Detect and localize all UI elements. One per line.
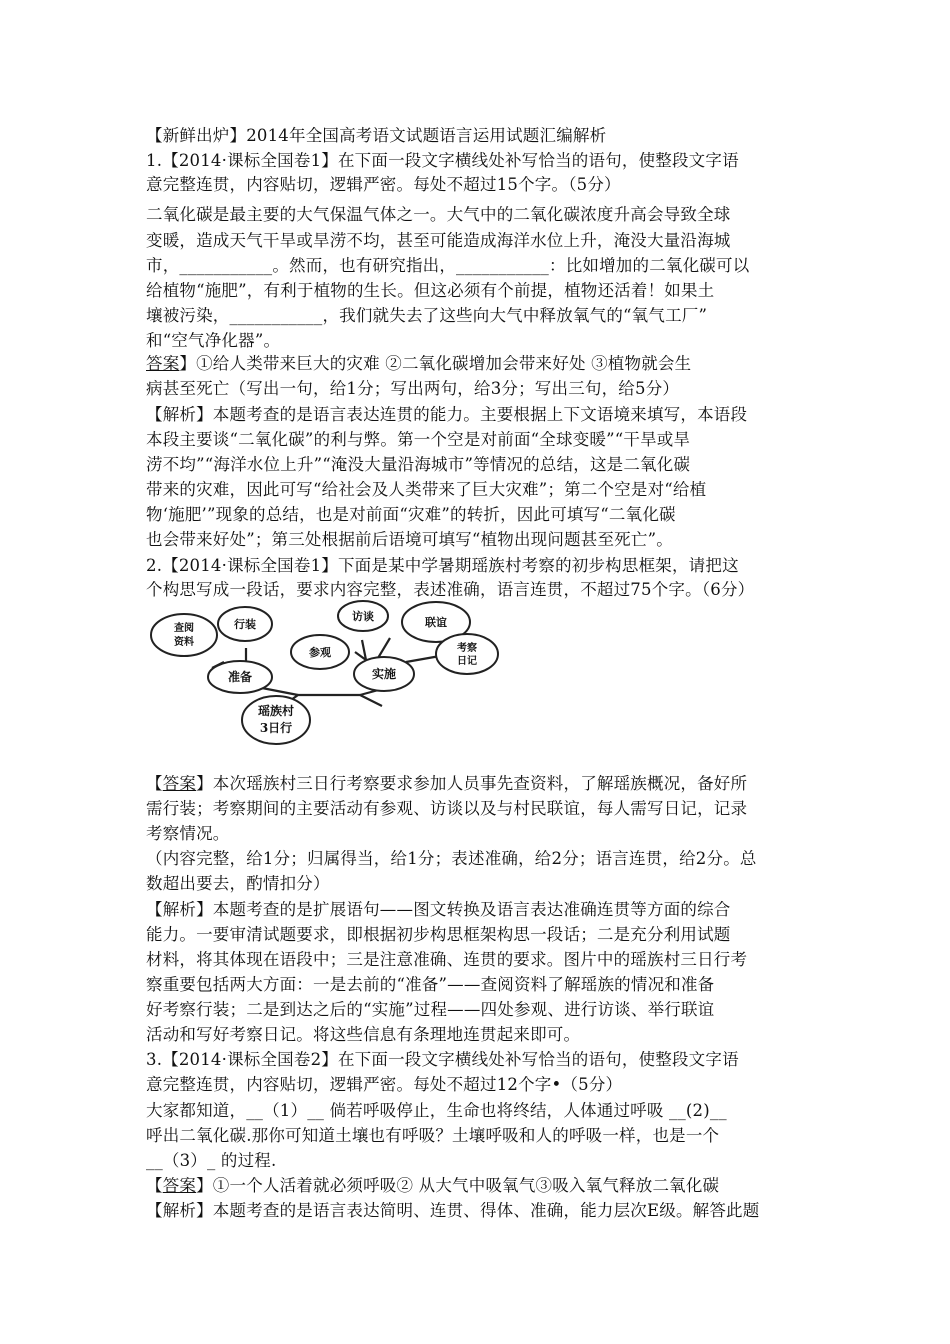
q3-answer-line [146, 1174, 719, 1198]
consult-label: 资料 [174, 637, 194, 648]
q2-analysis-line: 能力。一要审清试题要求，即根据初步构思框架构思一段话；二是充分利用试题 [146, 925, 731, 944]
interview-label: 访谈 [352, 610, 374, 623]
q2-analysis-line: 好考察行装；二是到达之后的“实施”过程——四处参观、进行访谈、举行联谊 [146, 1000, 715, 1019]
q3-passage-line: 呼出二氧化碳.那你可知道土壤也有呼吸？土壤呼吸和人的呼吸一样，也是一个 [146, 1126, 720, 1145]
q2-answer-line: 需行装；考察期间的主要活动有参观、访谈以及与村民联谊，每人需写日记，记录 [146, 799, 748, 818]
visit-label: 参观 [309, 646, 331, 659]
q1-stem-line: 意完整连贯，内容贴切，逻辑严密。每处不超过15个字。（5分） [146, 175, 621, 194]
diary-node [436, 634, 498, 674]
luggage-label: 行装 [234, 618, 256, 631]
q1-answer-text: 】①给人类带来巨大的灾难 ②二氧化碳增加会带来好处 ③植物就会生 [179, 354, 692, 373]
answer-label: 答案 [162, 1176, 197, 1195]
q2-analysis-line: 【解析】本题考查的是扩展语句——图文转换及语言表达准确连贯等方面的综合 [146, 900, 731, 919]
q2-analysis-line: 活动和写好考察日记。将这些信息有条理地连贯起来即可。 [146, 1025, 581, 1044]
diary-label: 考察 [457, 643, 477, 654]
q3-passage-line [146, 1149, 276, 1173]
q1-answer-line [146, 352, 691, 376]
friend-label: 联谊 [425, 616, 447, 629]
q1-passage-line: 和“空气净化器”。 [146, 331, 281, 350]
q2-answer-line: 考察情况。 [146, 824, 230, 843]
q1-passage-line: 给植物“施肥”，有利于植物的生长。但这必须有个前提，植物还活着！如果土 [146, 281, 715, 300]
q1-analysis-line: 本段主要谈“二氧化碳”的利与弊。第一个空是对前面“全球变暖”“干旱或旱 [146, 430, 691, 449]
q2-answer-line [146, 772, 747, 796]
q1-stem-line: 1.【2014·课标全国卷1】在下面一段文字横线处补写恰当的语句，使整段文字语 [146, 151, 739, 170]
root-label: 瑶族村 [257, 704, 295, 718]
answer-label: 答案 [162, 774, 197, 793]
bracket-open: 【 [146, 1176, 163, 1195]
blank-2: __(2)__ [669, 1101, 727, 1120]
q3-stem-line: 3.【2014·课标全国卷2】在下面一段文字横线处补写恰当的语句，使整段文字语 [146, 1050, 739, 1069]
q1-analysis-line: 带来的灾难，因此可写“给社会及人类带来了巨大灾难”；第二个空是对“给植 [146, 480, 707, 499]
q1-analysis-line: 【解析】本题考查的是语言表达连贯的能力。主要根据上下文语境来填写，本语段 [146, 405, 748, 424]
q2-analysis-line: 察重要包括两大方面：一是去前的“准备”——查阅资料了解瑶族的情况和准备 [146, 975, 715, 994]
q1-analysis-line: 物‘施肥’”现象的总结，也是对前面“灾难”的转折，因此可填写“二氧化碳 [146, 505, 676, 524]
q2-scoring-line: 数超出要去，酌情扣分） [146, 874, 330, 893]
impl-label: 实施 [371, 667, 397, 681]
q3-passage-text: 倘若呼吸停止，生命也将终结，人体通过呼吸 [324, 1101, 669, 1120]
consult-node [151, 614, 217, 656]
consult-label: 查阅 [174, 623, 194, 634]
q1-passage-line: 变暖，造成天气干旱或旱涝不均，甚至可能造成海洋水位上升，淹没大量沿海城 [146, 231, 731, 250]
q1-analysis-line: 涝不均”“海洋水位上升”“淹没大量沿海城市”等情况的总结，这是二氧化碳 [146, 455, 691, 474]
q1-passage-line: 壤被污染，___________，我们就失去了这些向大气中释放氧气的“氧气工厂” [146, 306, 708, 325]
q3-passage-text: 大家都知道， [146, 1101, 247, 1120]
q3-passage-text: 的过程. [220, 1151, 277, 1170]
prep-label: 准备 [227, 670, 253, 684]
blank-3: __（3）_ [146, 1151, 216, 1170]
q2-stem-line: 个构思写成一段话，要求内容完整，表述准确，语言连贯，不超过75个字。（6分） [146, 580, 755, 599]
blank-1: __（1）__ [246, 1101, 325, 1120]
diary-label: 日记 [457, 656, 477, 667]
doc-title: 【新鲜出炉】2014年全国高考语文试题语言运用试题汇编解析 [146, 126, 607, 145]
q2-scoring-line: （内容完整，给1分；归属得当，给1分；表述准确，给2分；语言连贯，给2分。总 [146, 849, 757, 868]
q1-passage-line: 二氧化碳是最主要的大气保温气体之一。大气中的二氧化碳浓度升高会导致全球 [146, 205, 731, 224]
q1-analysis-line: 也会带来好处”；第三处根据前后语境可填写“植物出现问题甚至死亡”。 [146, 530, 673, 549]
q1-passage-line: 市，___________。然而，也有研究指出，___________：比如增加的二氧化碳可以 [146, 256, 750, 275]
root-label: 3日行 [259, 721, 293, 735]
q1-answer-line: 病甚至死亡（写出一句，给1分；写出两句，给3分；写出三句，给5分） [146, 379, 680, 398]
q2-analysis-line: 材料，将其体现在语段中；三是注意准确、连贯的要求。图片中的瑶族村三日行考 [146, 950, 748, 969]
q2-stem-line: 2.【2014·课标全国卷1】下面是某中学暑期瑶族村考察的初步构思框架，请把这 [146, 556, 739, 575]
answer-label: 答案 [146, 354, 180, 373]
q2-answer-text: 】本次瑶族村三日行考察要求参加人员事先查资料，了解瑶族概况，备好所 [196, 774, 748, 793]
q3-stem-line: 意完整连贯，内容贴切，逻辑严密。每处不超过12个字•（5分） [146, 1075, 623, 1094]
bracket-open: 【 [146, 774, 163, 793]
q3-answer-text: 】①一个人活着就必须呼吸② 从大气中吸氧气③吸入氧气释放二氧化碳 [196, 1176, 720, 1195]
q3-passage-line [146, 1099, 727, 1123]
concept-tree-diagram [150, 600, 510, 750]
q3-analysis-line: 【解析】本题考查的是语言表达简明、连贯、得体、准确，能力层次E级。解答此题 [146, 1201, 760, 1220]
